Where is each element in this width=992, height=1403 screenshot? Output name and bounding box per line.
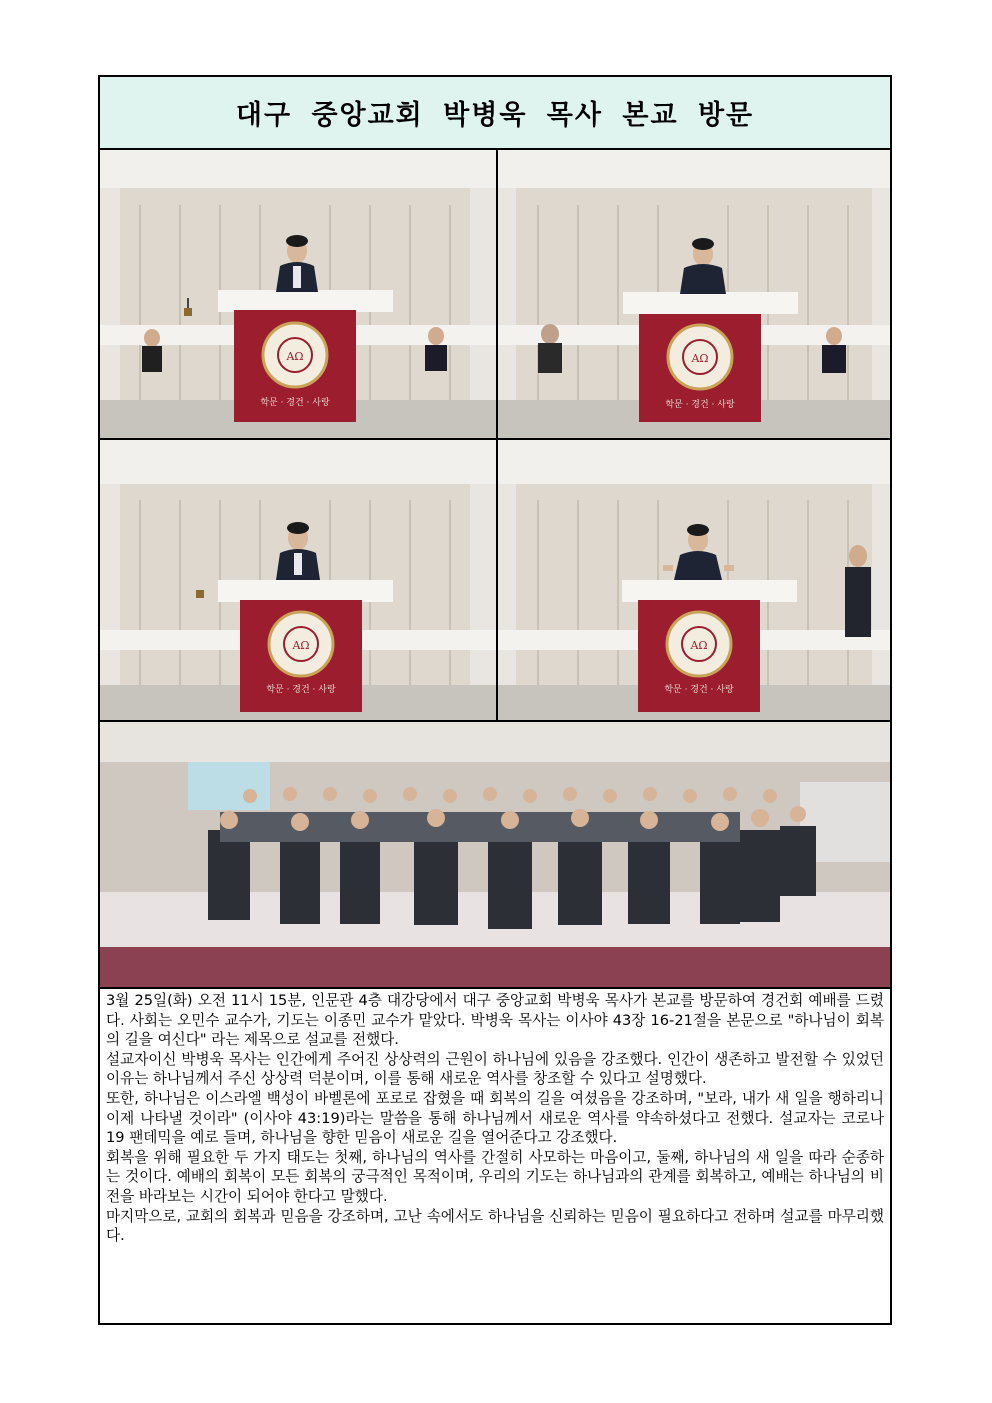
article-body — [106, 991, 884, 1246]
photo-sermon-2 — [498, 150, 890, 438]
svg-text:학문 · 경건 · 사랑: 학문 · 경건 · 사랑 — [266, 685, 336, 695]
paragraph: 설교자이신 박병욱 목사는 인간에게 주어진 상상력의 근원이 하나님에 있음을 강조했다. 인간이 생존하고 발전할 수 있었던 이유는 하나님께서 주신 상상력 덕분이며, 이를 통해 새로운 역사를 창조할 수 있다고 설명했다. — [106, 1050, 884, 1088]
svg-text:AΩ: AΩ — [690, 639, 708, 652]
photo-sermon-1 — [100, 150, 496, 438]
paragraph: 또한, 하나님은 이스라엘 백성이 바벨론에 포로로 잡혔을 때 회복의 길을 여셨음을 강조하며, "보라, 내가 새 일을 행하리니 이제 나타낼 것이라" (이사야 43:19)라는 말씀을 통해 하나님께서 새로운 역사를 약속하셨다고 전했다. 설교자는 코로나19 팬데믹을 예로 들며, 하나님을 향한 믿음이 새로운 길을 열어준다고 강조했다. — [106, 1089, 884, 1147]
svg-text:학문 · 경건 · 사랑: 학문 · 경건 · 사랑 — [260, 398, 330, 408]
photo-divider-3 — [100, 987, 890, 989]
svg-text:AΩ: AΩ — [691, 352, 709, 365]
svg-text:학문 · 경건 · 사랑: 학문 · 경건 · 사랑 — [664, 685, 734, 695]
photo-group — [100, 722, 890, 987]
photo-divider-2 — [100, 720, 890, 722]
svg-text:학문 · 경건 · 사랑: 학문 · 경건 · 사랑 — [665, 400, 735, 410]
photo-divider-vertical — [496, 150, 498, 722]
paragraph: 회복을 위해 필요한 두 가지 태도는 첫째, 하나님의 역사를 간절히 사모하는 마음이고, 둘째, 하나님의 새 일을 따라 순종하는 것이다. 예배의 회복이 모든 회복의 궁극적인 목적이며, 우리의 기도는 하나님과의 관계를 회복하고, 예배는 하나님의 비전을 바라보는 시간이 되어야 한다고 말했다. — [106, 1148, 884, 1205]
article-frame — [98, 75, 892, 1325]
paragraph: 마지막으로, 교회의 회복과 믿음을 강조하며, 고난 속에서도 하나님을 신뢰하는 믿음이 필요하다고 전하며 설교를 마무리했다. — [106, 1207, 884, 1245]
title-bar — [100, 77, 890, 150]
photo-sermon-3 — [100, 440, 496, 720]
paragraph: 3월 25일(화) 오전 11시 15분, 인문관 4층 대강당에서 대구 중앙교회 박병욱 목사가 본교를 방문하여 경건회 예배를 드렸다. 사회는 오민수 교수가, 기도는 이종민 교수가 맡았다. 박병욱 목사는 이사야 43장 16-21절을 본문으로 "하나님이 회복의 길을 여신다" 라는 제목으로 설교를 전했다. — [106, 992, 884, 1049]
photo-sermon-4 — [498, 440, 890, 720]
svg-text:AΩ: AΩ — [292, 639, 310, 652]
photo-divider-1 — [100, 438, 890, 440]
page-title: 대구 중앙교회 박병욱 목사 본교 방문 — [235, 100, 755, 131]
svg-text:AΩ: AΩ — [286, 350, 304, 363]
